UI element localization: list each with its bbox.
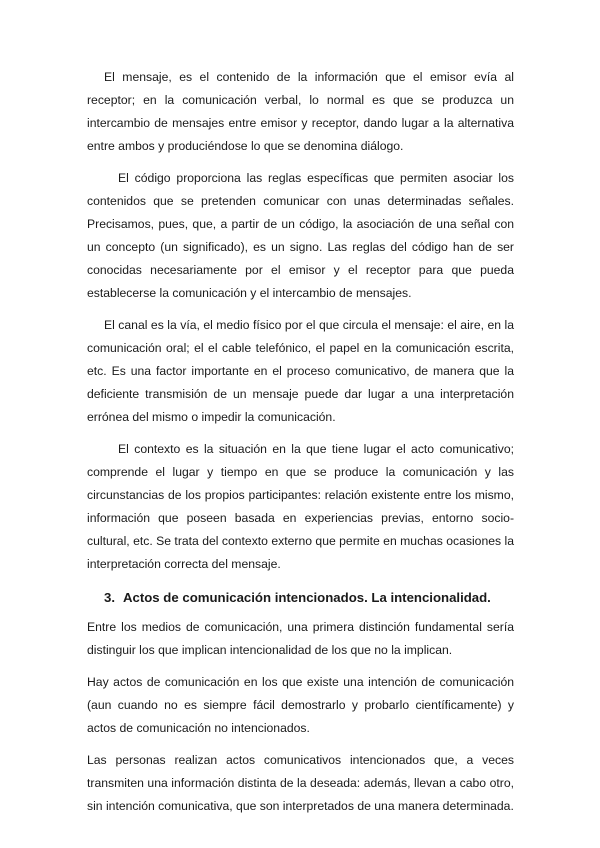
paragraph-actos: Hay actos de comunicación en los que existe una intención de comunicación (aun cuando no es siempre fácil demostrarlo y probarlo científicamente) y actos de comunicación no intencionados.: [87, 675, 514, 735]
section-heading: [87, 586, 514, 609]
paragraph-personas: Las personas realizan actos comunicativos intencionados que, a veces transmiten una información distinta de la deseada: además, llevan a cabo otro, sin intención comunicativa, que son interpretados de una manera determinada.: [87, 753, 514, 813]
document-page: [87, 66, 514, 827]
section-number: 3.: [104, 590, 115, 605]
paragraph-contexto: El contexto es la situación en la que tiene lugar el acto comunicativo; comprende el lugar y tiempo en que se produce la comunicación y las circunstancias de los propios participantes: relación existente entre los mismo, información que poseen basada en experiencias previas, entorno socio-cultural, etc. Se trata del contexto externo que permite en muchas ocasiones la interpretación correcta del mensaje.: [87, 442, 514, 571]
paragraph-mensaje: El mensaje, es el contenido de la información que el emisor evía al receptor; en la comunicación verbal, lo normal es que se produzca un intercambio de mensajes entre emisor y receptor, dando lugar a la alternativa entre ambos y produciéndose lo que se denomina diálogo.: [87, 70, 514, 153]
paragraph-canal: El canal es la vía, el medio físico por el que circula el mensaje: el aire, en la comunicación oral; el el cable telefónico, el papel en la comunicación escrita, etc. Es una factor importante en el proceso comunicativo, de manera que la deficiente transmisión de un mensaje puede dar lugar a una interpretación errónea del mismo o impedir la comunicación.: [87, 318, 514, 424]
section-title: Actos de comunicación intencionados. La intencionalidad.: [123, 590, 491, 605]
paragraph-medios: Entre los medios de comunicación, una primera distinción fundamental sería distinguir los que implican intencionalidad de los que no la implican.: [87, 620, 514, 657]
paragraph-codigo: El código proporciona las reglas específicas que permiten asociar los contenidos que se pretenden comunicar con unas determinadas señales. Precisamos, pues, que, a partir de un código, la asociación de una señal con un concepto (un significado), es un signo. Las reglas del código han de ser conocidas necesariamente por el emisor y el receptor para que pueda establecerse la comunicación y el intercambio de mensajes.: [87, 171, 514, 300]
